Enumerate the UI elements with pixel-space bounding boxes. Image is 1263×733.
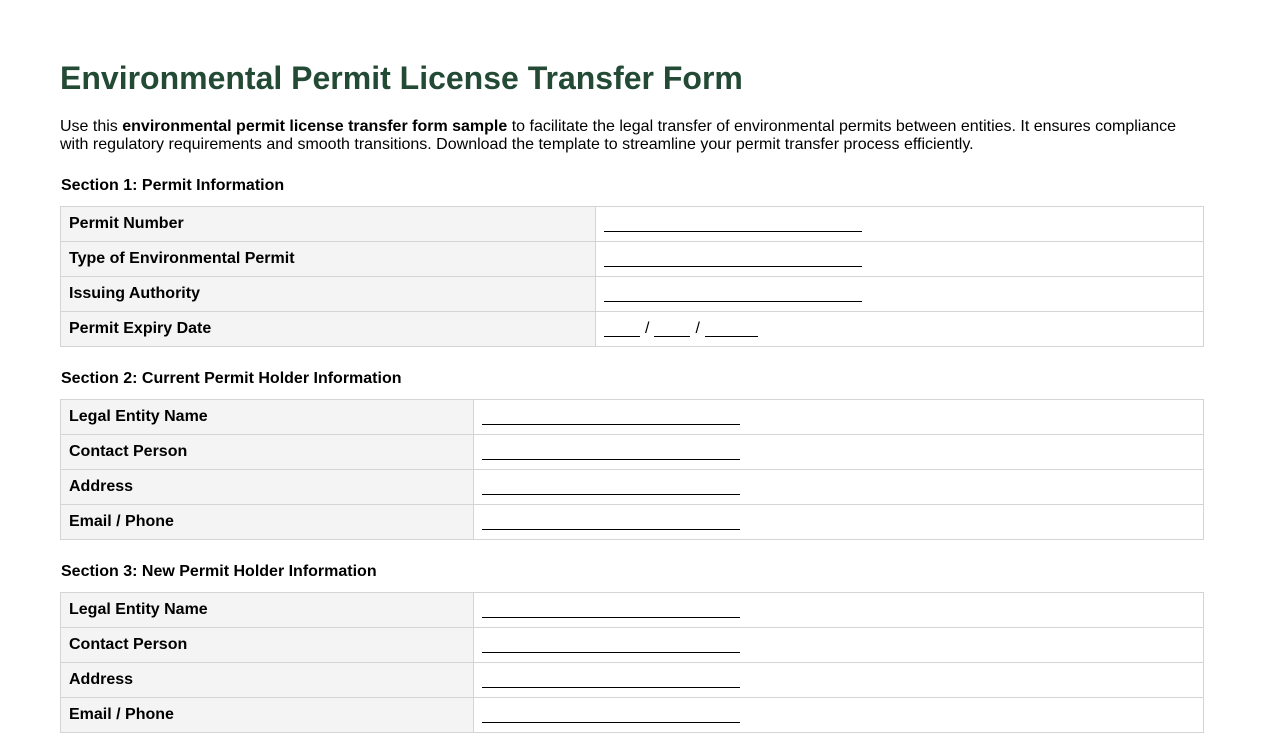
new-holder-table: [60, 592, 1204, 733]
blank-line: [482, 671, 740, 688]
new-email-phone-field[interactable]: [474, 698, 1204, 733]
section-title: Section 1: Permit Information: [61, 177, 285, 194]
date-month-blank: [654, 320, 690, 337]
table-row: [61, 698, 1204, 733]
blank-line: [604, 215, 862, 232]
permit-type-field[interactable]: [596, 242, 1204, 277]
form-content: [60, 59, 1203, 723]
current-email-phone-field[interactable]: [474, 505, 1204, 540]
table-row: [61, 593, 1204, 628]
field-label: Legal Entity Name: [61, 400, 474, 435]
date-year-blank: [705, 320, 758, 337]
permit-number-field[interactable]: [596, 207, 1204, 242]
intro-bold-phrase: environmental permit license transfer form sample: [122, 118, 508, 135]
field-label: Issuing Authority: [61, 277, 596, 312]
issuing-authority-field[interactable]: [596, 277, 1204, 312]
new-address-field[interactable]: [474, 663, 1204, 698]
blank-line: [482, 601, 740, 618]
field-label: Legal Entity Name: [61, 593, 474, 628]
table-row: [61, 277, 1204, 312]
expiry-date-field[interactable]: [596, 312, 1204, 347]
new-contact-field[interactable]: [474, 628, 1204, 663]
current-address-field[interactable]: [474, 470, 1204, 505]
table-row: [61, 470, 1204, 505]
blank-line: [482, 636, 740, 653]
table-row: [61, 312, 1204, 347]
field-label: Permit Expiry Date: [61, 312, 596, 347]
blank-line: [604, 285, 862, 302]
section-title: Section 2: Current Permit Holder Information: [61, 370, 402, 387]
intro-paragraph: [60, 118, 1190, 154]
table-row: [61, 207, 1204, 242]
field-label: Contact Person: [61, 435, 474, 470]
table-row: [61, 435, 1204, 470]
page-title: Environmental Permit License Transfer Form: [60, 60, 743, 96]
table-row: [61, 628, 1204, 663]
field-label: Permit Number: [61, 207, 596, 242]
date-separator: /: [645, 320, 650, 337]
table-row: [61, 663, 1204, 698]
blank-line: [482, 478, 740, 495]
blank-line: [482, 513, 740, 530]
current-holder-table: [60, 399, 1204, 540]
date-separator: /: [695, 320, 700, 337]
blank-line: [482, 706, 740, 723]
current-contact-field[interactable]: [474, 435, 1204, 470]
permit-info-table: [60, 206, 1204, 347]
section-new-holder: [60, 563, 1204, 733]
section-permit-information: [60, 177, 1204, 347]
field-label: Address: [61, 470, 474, 505]
field-label: Email / Phone: [61, 505, 474, 540]
intro-suffix: to facilitate the legal transfer of environmental permits between entities. It ensures compliance with regulatory requirements and smooth transitions. Download the template to streamline your permit transfer process efficiently.: [60, 118, 1177, 153]
table-row: [61, 400, 1204, 435]
new-entity-name-field[interactable]: [474, 593, 1204, 628]
blank-line: [604, 250, 862, 267]
field-label: Contact Person: [61, 628, 474, 663]
date-day-blank: [604, 320, 640, 337]
field-label: Type of Environmental Permit: [61, 242, 596, 277]
field-label: Email / Phone: [61, 698, 474, 733]
table-row: [61, 505, 1204, 540]
table-row: [61, 242, 1204, 277]
current-entity-name-field[interactable]: [474, 400, 1204, 435]
field-label: Address: [61, 663, 474, 698]
section-title: Section 3: New Permit Holder Information: [61, 563, 377, 580]
section-current-holder: [60, 370, 1204, 540]
blank-line: [482, 443, 740, 460]
intro-prefix: Use this: [60, 118, 123, 135]
blank-line: [482, 408, 740, 425]
